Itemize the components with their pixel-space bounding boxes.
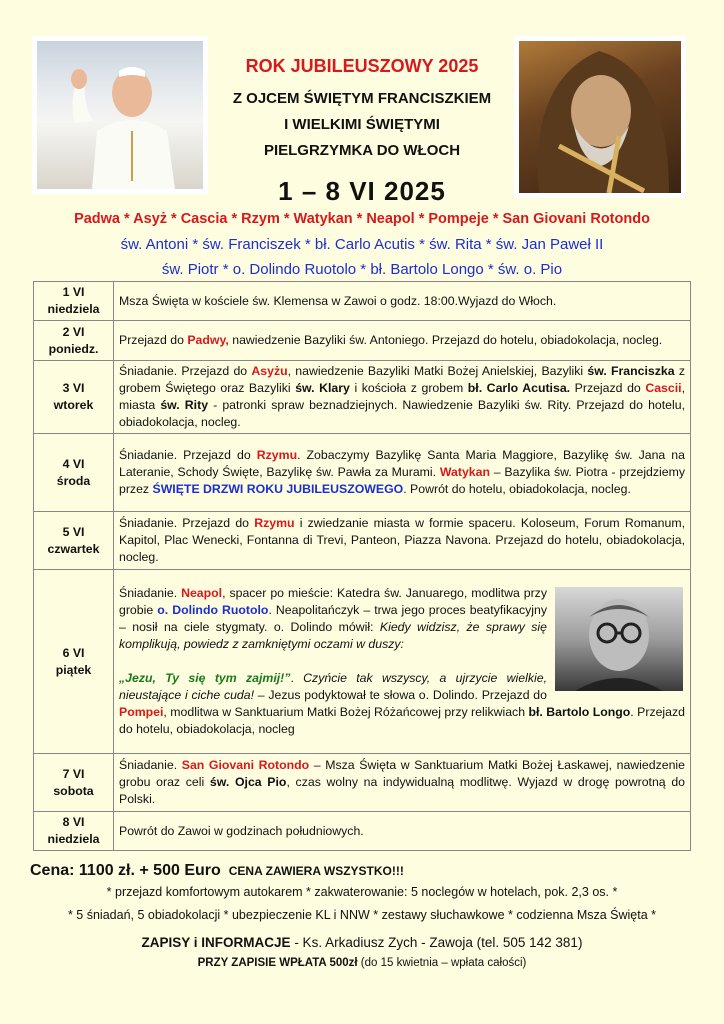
contact-info xyxy=(0,935,724,950)
day-weekday: sobota xyxy=(53,783,94,798)
day-cell xyxy=(34,754,114,812)
table-row xyxy=(34,570,691,754)
text: - patronki spraw beznadziejnych. Nawiedzenie Bazyliki św. Rity. Przejazd do hotelu, obiadokolacja, nocleg. xyxy=(119,398,685,429)
saint-name: św. Klary xyxy=(295,381,350,395)
pope-francis-photo xyxy=(32,36,208,194)
subtitle-line-3: I WIELKIMI ŚWIĘTYMI xyxy=(284,116,440,133)
day-date: 2 VI xyxy=(62,324,85,339)
quote-intro: Kiedy widzisz, że sprawy się komplikują, powiedz z zamkniętymi oczami w duszy: xyxy=(119,620,547,651)
day-cell xyxy=(34,434,114,512)
contact-label: ZAPISY i INFORMACJE xyxy=(141,935,291,950)
text: – Jezus podyktował te słowa o. Dolindo. Przejazd do xyxy=(254,688,547,702)
city-pompeje: Pompei xyxy=(119,705,164,719)
included-services-2: * 5 śniadań, 5 obiadokolacji * ubezpieczenie KL i NNW * zestawy słuchawkowe * codzienna Msza Święta * xyxy=(67,908,657,922)
day-cell xyxy=(34,321,114,361)
day-description: Powrót do Zawoi w godzinach południowych. xyxy=(114,812,691,851)
price-amount: Cena: 1100 zł. + 500 Euro xyxy=(30,862,221,879)
text: Śniadanie. Przejazd do xyxy=(119,448,257,462)
city-san-giovanni: San Giovani Rotondo xyxy=(181,758,310,772)
dolindo-name: o. Dolindo Ruotolo xyxy=(157,603,269,617)
itinerary-table xyxy=(33,281,691,851)
deposit-label: PRZY ZAPISIE WPŁATA 500zł xyxy=(197,957,358,969)
day-date: 4 VI xyxy=(62,456,85,471)
day-date: 6 VI xyxy=(62,645,85,660)
price-line xyxy=(30,862,404,880)
table-row xyxy=(34,321,691,361)
day-date: 8 VI xyxy=(62,815,85,829)
route-places: Padwa * Asyż * Cascia * Rzym * Watykan * Neapol * Pompeje * San Giovani Rotondo xyxy=(74,211,650,227)
day-weekday: środa xyxy=(56,473,91,488)
subtitle-line-2: Z OJCEM ŚWIĘTYM FRANCISZKIEM xyxy=(232,90,492,107)
text: Przejazd do xyxy=(570,381,646,395)
saint-name: bł. Carlo Acutisa. xyxy=(467,381,571,395)
text: Śniadanie. xyxy=(119,758,182,772)
day-weekday: piątek xyxy=(55,662,92,677)
day-cell xyxy=(34,512,114,570)
route-saints-1: św. Antoni * św. Franciszek * bł. Carlo Acutis * św. Rita * św. Jan Paweł II xyxy=(120,236,604,253)
city-watykan: Watykan xyxy=(439,465,490,479)
pope-figure-illustration xyxy=(37,41,203,189)
included-services-1: * przejazd komfortowym autokarem * zakwaterowanie: 5 noclegów w hotelach, pok. 2,3 os. * xyxy=(106,885,618,899)
table-row xyxy=(34,282,691,321)
city-rzym: Rzymu xyxy=(254,516,295,530)
deposit-info xyxy=(0,957,724,969)
day-cell xyxy=(34,570,114,754)
day-weekday: wtorek xyxy=(53,398,94,412)
city-asyz: Asyżu xyxy=(251,364,288,378)
day-cell xyxy=(34,812,114,851)
text: Śniadanie. Przejazd do xyxy=(119,516,255,530)
text: . Zobaczymy Bazylikę Santa Maria Maggiore, Bazylikę św. Jana na Lateranie, Schody Święte, Bazylikę św. Pawła za Murami. xyxy=(119,448,685,479)
saint-name: św. Rity xyxy=(160,398,209,412)
text: , czas wolny na indywidualną modlitwę. Wyjazd w drogę powrotną do Polski. xyxy=(119,775,685,806)
day-weekday: czwartek xyxy=(47,541,100,556)
city-padwa: Padwy, xyxy=(187,333,229,347)
quote-miracles: Czyńcie tak wszyscy, a ujrzycie wielkie, nieustające i ciche cuda! xyxy=(119,671,547,702)
table-row xyxy=(34,512,691,570)
table-row xyxy=(34,812,691,851)
saint-name: św. Ojca Pio xyxy=(209,775,287,789)
day-weekday: poniedz. xyxy=(48,341,99,356)
text: Śniadanie. xyxy=(119,586,182,600)
text: Śniadanie. Przejazd do xyxy=(119,364,252,378)
text: , spacer po mieście: Katedra św. Januarego, modlitwa przy grobie xyxy=(119,586,547,617)
text: , nawiedzenie Bazyliki Matki Bożej Anielskiej, Bazyliki xyxy=(287,364,588,378)
day-date: 7 VI xyxy=(62,766,85,781)
day-description xyxy=(114,434,691,512)
city-neapol: Neapol xyxy=(181,586,223,600)
table-row xyxy=(34,434,691,512)
trip-dates: 1 – 8 VI 2025 xyxy=(278,176,446,206)
text: i zwiedzanie miasta w formie spaceru. Koloseum, Forum Romanum, Kapitol, Plac Wenecki, Fontanna di Trevi, Panteon, Piazza Navona. Przejazd do hotelu, obiadokolacja, nocleg. xyxy=(119,516,685,564)
padre-pio-illustration xyxy=(519,41,681,193)
day-cell xyxy=(34,361,114,434)
subtitle-line-4: PIELGRZYMKA DO WŁOCH xyxy=(263,142,461,159)
text: – Bazylika św. Piotra - przejdziemy przez xyxy=(119,465,686,496)
deposit-text: (do 15 kwietnia – wpłata całości) xyxy=(357,957,527,969)
price-includes-note: CENA ZAWIERA WSZYSTKO!!! xyxy=(228,864,404,878)
city-cascia: Cascii xyxy=(645,381,682,395)
text: , modlitwa w Sanktuarium Matki Bożej Różańcowej przy relikwiach xyxy=(163,705,529,719)
day-date: 3 VI xyxy=(62,381,85,395)
text: nawiedzenie Bazyliki św. Antoniego. Przejazd do hotelu, obiadokolacja, nocleg. xyxy=(228,333,663,347)
text: . Powrót do hotelu, obiadokolacja, nocleg. xyxy=(403,482,631,496)
text: – Msza Święta w Sanktuarium Matki Bożej Łaskawej, nawiedzenie grobu oraz celi xyxy=(119,758,685,789)
day-date: 5 VI xyxy=(62,524,85,539)
day-date: 1 VI xyxy=(62,285,85,299)
saint-name: bł. Bartolo Longo xyxy=(528,705,631,719)
day-description xyxy=(114,321,691,361)
text: , miasta xyxy=(119,381,685,412)
city-rzym: Rzymu xyxy=(256,448,298,462)
day-description: Msza Święta w kościele św. Klemensa w Zawoi o godz. 18:00.Wyjazd do Włoch. xyxy=(114,282,691,321)
text: i kościoła z grobem xyxy=(349,381,468,395)
day-weekday: niedziela xyxy=(47,832,100,846)
saint-name: św. Franciszka xyxy=(587,364,675,378)
day-cell xyxy=(34,282,114,321)
text: z grobem Świętego oraz Bazyliki xyxy=(119,364,685,395)
day-description xyxy=(114,361,691,434)
table-row xyxy=(34,754,691,812)
day-description xyxy=(114,570,691,754)
text: Przejazd do xyxy=(119,333,188,347)
dolindo-ruotolo-photo xyxy=(555,587,683,691)
route-saints-2: św. Piotr * o. Dolindo Ruotolo * bł. Bartolo Longo * św. o. Pio xyxy=(161,261,563,278)
day-weekday: niedziela xyxy=(47,302,100,316)
text: . Przejazd do hotelu, obiadokolacja, nocleg xyxy=(119,705,685,736)
dolindo-portrait-illustration xyxy=(555,587,683,691)
text: . xyxy=(290,671,304,685)
day-description xyxy=(114,512,691,570)
text: . Neapolitańczyk – trwa jego proces beatyfikacyjny – nosił na ciele stygmaty. o. Dolindo mówił: xyxy=(119,603,547,634)
table-row xyxy=(34,361,691,434)
holy-door-highlight: ŚWIĘTE DRZWI ROKU JUBILEUSZOWEGO xyxy=(152,482,404,496)
day-description xyxy=(114,754,691,812)
jubilee-title: ROK JUBILEUSZOWY 2025 xyxy=(245,56,479,76)
padre-pio-photo xyxy=(514,36,686,198)
quote-jezu: „Jezu, Ty się tym zajmij!” xyxy=(119,671,291,685)
contact-text: - Ks. Arkadiusz Zych - Zawoja (tel. 505 142 381) xyxy=(290,935,583,950)
